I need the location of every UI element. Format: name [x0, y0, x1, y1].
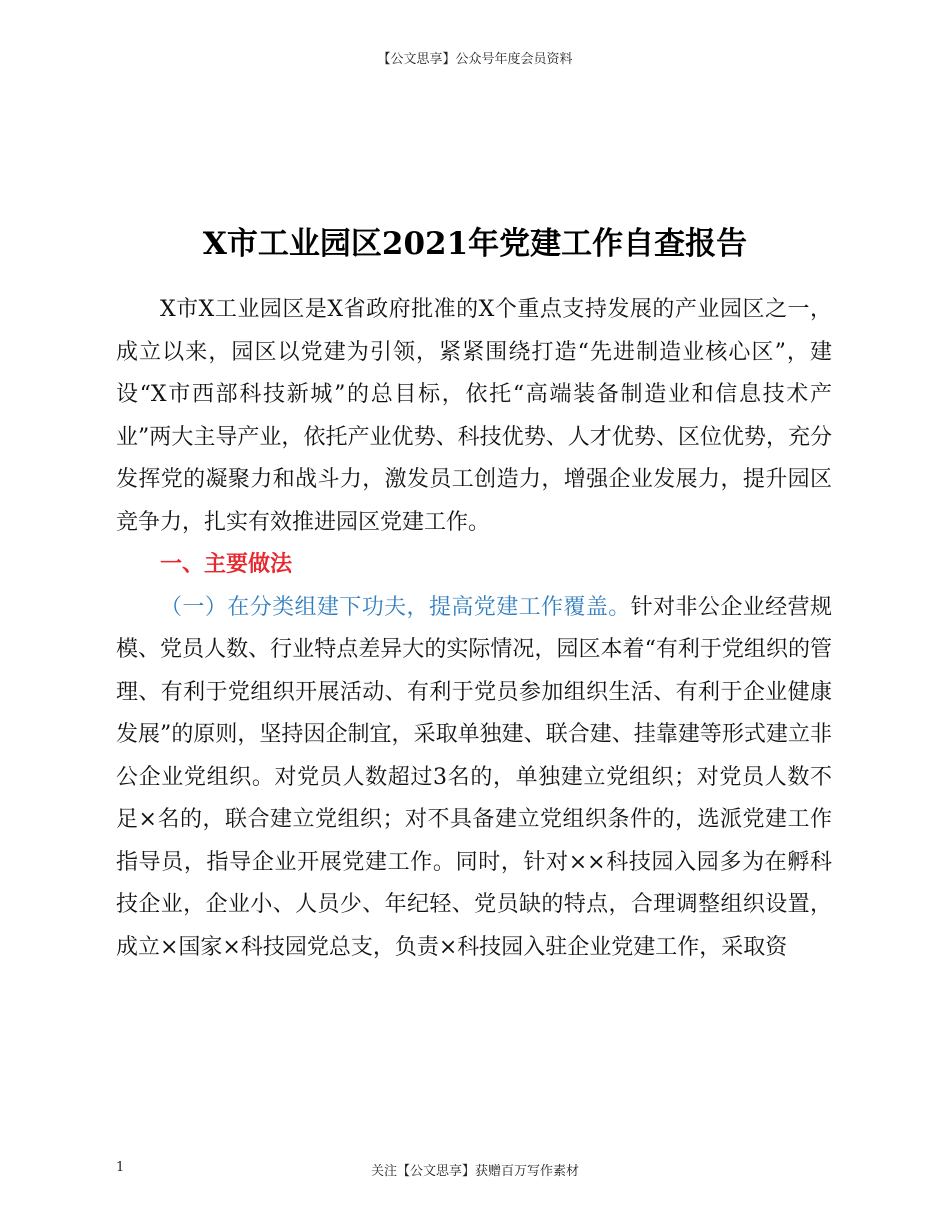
- page-header: 【公文思享】公众号年度会员资料: [377, 52, 573, 67]
- document-title: X市工业园区2021年党建工作自查报告: [202, 226, 748, 262]
- page-number: 1: [116, 1160, 125, 1175]
- subsection-body: 针对非公企业经营规模、党员人数、行业特点差异大的实际情况，园区本着“有利于党组织的管理、有利于党组织开展活动、有利于党员参加组织生活、有利于企业健康发展”的原则，坚持因企制宜，采取单独建、联合建、挂靠建等形式建立非公企业党组织。对党员人数超过3名的，单独建立党组织；对党员人数不足×名的，联合建立党组织；对不具备建立党组织条件的，选派党建工作指导员，指导企业开展党建工作。同时，针对××科技园入园多为在孵科技企业，企业小、人员少、年纪轻、党员缺的特点，合理调整组织设置，成立×国家×科技园党总支，负责×科技园入驻企业党建工作，采取资: [116, 594, 832, 960]
- intro-paragraph: X市X工业园区是X省政府批准的X个重点支持发展的产业园区之一，成立以来，园区以党建为引领，紧紧围绕打造“先进制造业核心区”，建设“X市西部科技新城”的总目标，依托“高端装备制造业和信息技术产业”两大主导产业，依托产业优势、科技优势、人才优势、区位优势，充分发挥党的凝聚力和战斗力，激发员工创造力，增强企业发展力，提升园区竞争力，扎实有效推进园区党建工作。: [116, 297, 832, 535]
- subsection-paragraph: [116, 587, 832, 970]
- document-body: [116, 289, 832, 969]
- section-heading: 一、主要做法: [160, 552, 293, 577]
- subsection-heading: （一）在分类组建下功夫，提高党建工作覆盖。: [160, 594, 631, 620]
- page-footer: 关注【公文思享】获赠百万写作素材: [370, 1164, 579, 1179]
